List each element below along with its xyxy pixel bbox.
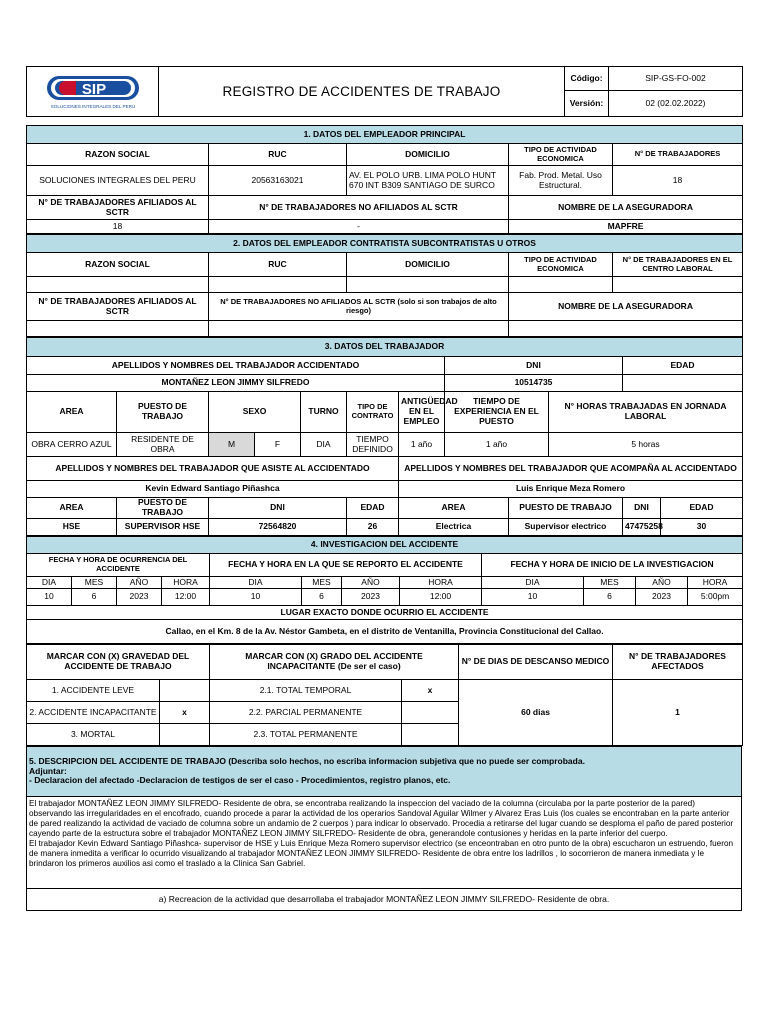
section-5-subtitle: (Describa solo hechos, no escriba informacion subjetiva que no puede ser comprobada. xyxy=(228,755,585,766)
section-4-title: 4. INVESTIGACION DEL ACCIDENTE xyxy=(27,537,743,554)
no-afiliados-2 xyxy=(209,321,509,337)
horas: 5 horas xyxy=(549,433,743,457)
ruc-2 xyxy=(209,277,347,293)
acompana-dni: 47475258 xyxy=(623,519,661,536)
gravedad-incapacitante: 2. ACCIDENTE INCAPACITANTE xyxy=(27,702,160,724)
h-no-afiliados-2: N° DE TRABAJADORES NO AFILIADOS AL SCTR (solo si son trabajos de alto riesgo) xyxy=(209,293,509,321)
adjuntar-label: Adjuntar: xyxy=(29,765,67,776)
tipo-contrato: TIEMPO DEFINIDO xyxy=(347,433,399,457)
version-label: Versión: xyxy=(565,91,609,117)
oc-hora: 12:00 xyxy=(162,589,210,606)
oc-dia: 10 xyxy=(27,589,72,606)
h-antiguedad: ANTIGÜEDAD EN EL EMPLEO xyxy=(399,392,445,433)
grado-total-permanente-mark xyxy=(402,724,459,746)
h-horas: N° HORAS TRABAJADAS EN JORNADA LABORAL xyxy=(549,392,743,433)
h-puesto: PUESTO DE TRABAJO xyxy=(117,392,209,433)
h-oc-hora: HORA xyxy=(162,577,210,589)
description-body xyxy=(27,797,742,889)
acompana-edad: 30 xyxy=(661,519,743,536)
form-header xyxy=(26,66,743,117)
grado-total-temporal: 2.1. TOTAL TEMPORAL xyxy=(210,680,402,702)
experiencia: 1 año xyxy=(445,433,549,457)
area: OBRA CERRO AZUL xyxy=(27,433,117,457)
h-ruc: RUC xyxy=(209,144,347,166)
svg-text:SIP: SIP xyxy=(81,80,106,98)
no-afiliados: - xyxy=(209,220,509,234)
annex-item: a) Recreacion de la actividad que desarrollaba el trabajador MONTAÑEZ LEON JIMMY SILFREDO- Residente de obra. xyxy=(27,889,742,911)
h-tipo-contrato: TIPO DE CONTRATO xyxy=(347,392,399,433)
h-gravedad: MARCAR CON (X) GRAVEDAD DEL ACCIDENTE DE TRABAJO xyxy=(27,645,210,680)
section-5-description xyxy=(26,746,742,911)
trabajador-asiste: Kevin Edward Santiago Piñashca xyxy=(27,481,399,498)
sexo-m: M xyxy=(209,433,255,457)
h-ruc-2: RUC xyxy=(209,253,347,277)
h-aseguradora-2: NOMBRE DE LA ASEGURADORA xyxy=(509,293,743,321)
section-5-title: 5. DESCRIPCION DEL ACCIDENTE DE TRABAJO xyxy=(29,755,226,766)
h-num-trabajadores: N° DE TRABAJADORES xyxy=(613,144,743,166)
dni: 10514735 xyxy=(445,375,623,392)
h-fecha-inicio: FECHA Y HORA DE INICIO DE LA INVESTIGACION xyxy=(482,554,743,577)
h-tipo-actividad-2: TIPO DE ACTIVIDAD ECONOMICA xyxy=(509,253,613,277)
acompana-puesto: Supervisor electrico xyxy=(509,519,623,536)
h-acompana-dni: DNI xyxy=(623,498,661,519)
oc-anio: 2023 xyxy=(117,589,162,606)
h-dni: DNI xyxy=(445,357,623,375)
h-afectados: N° DE TRABAJADORES AFECTADOS xyxy=(613,645,743,680)
h-asiste-area: AREA xyxy=(27,498,117,519)
acompana-area: Electrica xyxy=(399,519,509,536)
tipo-actividad-2 xyxy=(509,277,613,293)
h-re-hora: HORA xyxy=(400,577,482,589)
asiste-edad: 26 xyxy=(347,519,399,536)
lugar: Callao, en el Km. 8 de la Av. Néstor Gambeta, en el distrito de Ventanilla, Provincia Constitucional del Callao. xyxy=(27,620,743,644)
puesto: RESIDENTE DE OBRA xyxy=(117,433,209,457)
adjuntar-items: - Declaracion del afectado -Declaracion de testigos de ser el caso - Procedimientos, registro planos, etc. xyxy=(29,775,451,786)
h-aseguradora: NOMBRE DE LA ASEGURADORA xyxy=(509,196,743,220)
gravedad-mortal-mark xyxy=(160,724,210,746)
turno: DIA xyxy=(301,433,347,457)
h-acompana-area: AREA xyxy=(399,498,509,519)
section-1-employer xyxy=(26,125,743,234)
asiste-puesto: SUPERVISOR HSE xyxy=(117,519,209,536)
h-in-mes: MES xyxy=(584,577,636,589)
h-afiliados-2: N° DE TRABAJADORES AFILIADOS AL SCTR xyxy=(27,293,209,321)
description-paragraph-1: El trabajador MONTAÑEZ LEON JIMMY SILFREDO- Residente de obra, se encontraba realizando la inspeccion del vaciado de la columna (circulaba por la parte posterior de la pared) observando las irregularidades en el encofrado, cuando procede a parar la actividad de los operarios Sandoval Aguilar Wilmer y Alvarez Eras Luis (los cuales se encontraban en la parte anterior de pared realizando la actividad de vaciado de columna sobre un andamio de 2 cuerpos ) para indicar lo observado. Procedia a retirarse del lugar cuando se desploma el paño de pared posterior cayendo parte de la estructura sobre el trabajador MONTAÑEZ LEON JIMMY SILFREDO- Residente de obra, generandole contusiones y heridas en la parte inferior del cuerpo. xyxy=(29,799,734,838)
razon-social-2 xyxy=(27,277,209,293)
h-turno: TURNO xyxy=(301,392,347,433)
section-2-contractor xyxy=(26,234,743,337)
h-oc-dia: DIA xyxy=(27,577,72,589)
h-experiencia: TIEMPO DE EXPERIENCIA EN EL PUESTO xyxy=(445,392,549,433)
h-fecha-ocurrencia: FECHA Y HORA DE OCURRENCIA DEL ACCIDENTE xyxy=(27,554,210,577)
h-fecha-reporte: FECHA Y HORA EN LA QUE SE REPORTO EL ACCIDENTE xyxy=(210,554,482,577)
gravedad-leve: 1. ACCIDENTE LEVE xyxy=(27,680,160,702)
re-dia: 10 xyxy=(210,589,302,606)
section-4-investigation xyxy=(26,536,743,644)
re-anio: 2023 xyxy=(342,589,400,606)
h-grado: MARCAR CON (X) GRADO DEL ACCIDENTE INCAPACITANTE (De ser el caso) xyxy=(210,645,459,680)
accident-report-form xyxy=(26,66,742,911)
code-value: SIP-GS-FO-002 xyxy=(609,67,743,91)
gravedad-leve-mark xyxy=(160,680,210,702)
razon-social: SOLUCIONES INTEGRALES DEL PERU xyxy=(27,166,209,196)
in-hora: 5:00pm xyxy=(688,589,743,606)
form-title: REGISTRO DE ACCIDENTES DE TRABAJO xyxy=(159,67,565,117)
h-domicilio: DOMICILIO xyxy=(347,144,509,166)
h-num-trabajadores-2: N° DE TRABAJADORES EN EL CENTRO LABORAL xyxy=(613,253,743,277)
h-area: AREA xyxy=(27,392,117,433)
h-lugar: LUGAR EXACTO DONDE OCURRIO EL ACCIDENTE xyxy=(27,606,743,620)
h-edad: EDAD xyxy=(623,357,743,375)
code-label: Código: xyxy=(565,67,609,91)
h-dias-descanso: N° DE DIAS DE DESCANSO MEDICO xyxy=(459,645,613,680)
gravedad-mortal: 3. MORTAL xyxy=(27,724,160,746)
h-afiliados: N° DE TRABAJADORES AFILIADOS AL SCTR xyxy=(27,196,209,220)
re-mes: 6 xyxy=(302,589,342,606)
nombre-accidentado: MONTAÑEZ LEON JIMMY SILFREDO xyxy=(27,375,445,392)
section-5-header xyxy=(27,747,742,797)
sexo-f: F xyxy=(255,433,301,457)
h-re-dia: DIA xyxy=(210,577,302,589)
h-re-mes: MES xyxy=(302,577,342,589)
tipo-actividad: Fab. Prod. Metal. Uso Estructural. xyxy=(509,166,613,196)
h-razon-social-2: RAZON SOCIAL xyxy=(27,253,209,277)
grado-total-temporal-mark: x xyxy=(402,680,459,702)
antiguedad: 1 año xyxy=(399,433,445,457)
dias-descanso: 60 dias xyxy=(459,680,613,746)
section-3-title: 3. DATOS DEL TRABAJADOR xyxy=(27,338,743,357)
svg-text:SOLUCIONES INTEGRALES DEL PERÚ: SOLUCIONES INTEGRALES DEL PERÚ xyxy=(50,103,135,109)
aseguradora-2 xyxy=(509,321,743,337)
re-hora: 12:00 xyxy=(400,589,482,606)
h-sexo: SEXO xyxy=(209,392,301,433)
h-acompana-puesto: PUESTO DE TRABAJO xyxy=(509,498,623,519)
in-anio: 2023 xyxy=(636,589,688,606)
company-logo xyxy=(27,67,159,117)
afectados: 1 xyxy=(613,680,743,746)
h-asiste-puesto: PUESTO DE TRABAJO xyxy=(117,498,209,519)
h-trabajador-asiste: APELLIDOS Y NOMBRES DEL TRABAJADOR QUE ASISTE AL ACCIDENTADO xyxy=(27,457,399,481)
h-oc-anio: AÑO xyxy=(117,577,162,589)
section-4-severity xyxy=(26,644,743,746)
domicilio-2 xyxy=(347,277,509,293)
edad xyxy=(623,375,743,392)
grado-parcial-permanente-mark xyxy=(402,702,459,724)
description-paragraph-2: El trabajador Kevin Edward Santiago Piñashca- supervisor de HSE y Luis Enrique Meza Romero supervisor electrico (se enceontraban en otro punto de la obra) escucharon un estruendo, fueron de manera inmedita a verificar lo ocurrido visualizando al trabajador MONTAÑEZ LEON JIMMY SILFREDO- Residente de obra entre los ladrillos , lo socorrieron de manera inmediata y le brindaron los primeros auxilios asi como el traslado a la Clinica San Gabriel. xyxy=(29,839,734,868)
h-razon-social: RAZON SOCIAL xyxy=(27,144,209,166)
in-mes: 6 xyxy=(584,589,636,606)
grado-parcial-permanente: 2.2. PARCIAL PERMANENTE xyxy=(210,702,402,724)
h-re-anio: AÑO xyxy=(342,577,400,589)
h-asiste-dni: DNI xyxy=(209,498,347,519)
h-oc-mes: MES xyxy=(72,577,117,589)
version-value: 02 (02.02.2022) xyxy=(609,91,743,117)
oc-mes: 6 xyxy=(72,589,117,606)
h-tipo-actividad: TIPO DE ACTIVIDAD ECONOMICA xyxy=(509,144,613,166)
section-1-title: 1. DATOS DEL EMPLEADOR PRINCIPAL xyxy=(27,126,743,144)
h-acompana-edad: EDAD xyxy=(661,498,743,519)
h-in-anio: AÑO xyxy=(636,577,688,589)
afiliados: 18 xyxy=(27,220,209,234)
num-trabajadores: 18 xyxy=(613,166,743,196)
h-asiste-edad: EDAD xyxy=(347,498,399,519)
aseguradora: MAPFRE xyxy=(509,220,743,234)
h-in-dia: DIA xyxy=(482,577,584,589)
h-no-afiliados: N° DE TRABAJADORES NO AFILIADOS AL SCTR xyxy=(209,196,509,220)
h-trabajador-acompana: APELLIDOS Y NOMBRES DEL TRABAJADOR QUE ACOMPAÑA AL ACCIDENTADO xyxy=(399,457,743,481)
afiliados-2 xyxy=(27,321,209,337)
gravedad-incapacitante-mark: x xyxy=(160,702,210,724)
num-trabajadores-2 xyxy=(613,277,743,293)
asiste-dni: 72564820 xyxy=(209,519,347,536)
in-dia: 10 xyxy=(482,589,584,606)
section-2-title: 2. DATOS DEL EMPLEADOR CONTRATISTA SUBCONTRATISTAS U OTROS xyxy=(27,235,743,253)
asiste-area: HSE xyxy=(27,519,117,536)
trabajador-acompana: Luis Enrique Meza Romero xyxy=(399,481,743,498)
ruc: 20563163021 xyxy=(209,166,347,196)
h-in-hora: HORA xyxy=(688,577,743,589)
h-domicilio-2: DOMICILIO xyxy=(347,253,509,277)
section-3-worker xyxy=(26,337,743,536)
h-nombre-accidentado: APELLIDOS Y NOMBRES DEL TRABAJADOR ACCIDENTADO xyxy=(27,357,445,375)
grado-total-permanente: 2.3. TOTAL PERMANENTE xyxy=(210,724,402,746)
domicilio: AV. EL POLO URB. LIMA POLO HUNT 670 INT B309 SANTIAGO DE SURCO xyxy=(347,166,509,196)
